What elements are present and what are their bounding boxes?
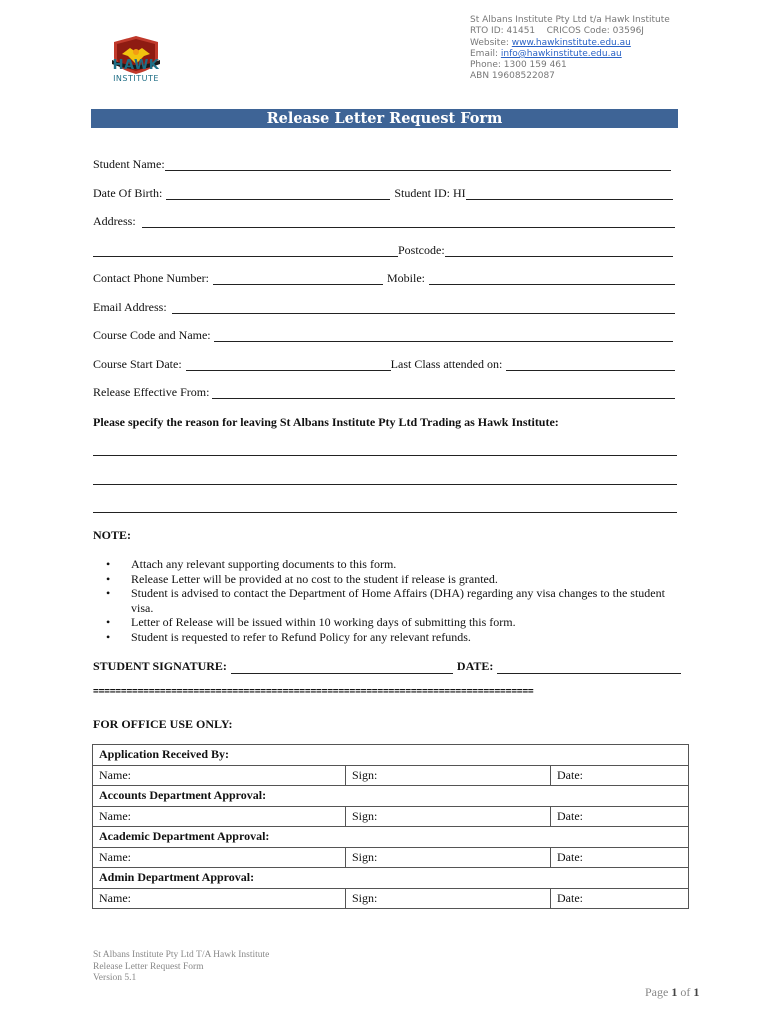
sign-cell[interactable]: Sign: [346, 765, 551, 786]
reason-question: Please specify the reason for leaving St Albans Institute Pty Ltd Trading as Hawk Institute: [93, 415, 559, 429]
signature-field[interactable] [231, 662, 453, 674]
course-label: Course Code and Name: [93, 328, 211, 342]
note-item: • Student is requested to refer to Refund Policy for any relevant refunds. [106, 630, 686, 645]
mobile-field[interactable] [429, 273, 675, 285]
office-table [92, 744, 689, 909]
release-from-label: Release Effective From: [93, 385, 210, 399]
note-item: • Attach any relevant supporting documents to this form. [106, 557, 686, 572]
footer-line: Version 5.1 [93, 973, 137, 983]
signature-row [93, 660, 681, 674]
footer-line: Release Letter Request Form [93, 961, 204, 972]
notes-list [106, 557, 686, 645]
name-cell[interactable]: Name: [93, 765, 346, 786]
rto-line [470, 26, 670, 37]
student-name-field[interactable] [165, 159, 671, 171]
date-cell[interactable]: Date: [551, 806, 689, 827]
signature-label: STUDENT SIGNATURE: [93, 659, 227, 673]
student-name-label: Student Name: [93, 157, 165, 171]
note-item: • Letter of Release will be issued within 10 working days of submitting this form. [106, 615, 686, 630]
institute-info [470, 15, 670, 83]
email-link[interactable]: info@hawkinstitute.edu.au [500, 48, 622, 59]
note-item: • Student is advised to contact the Department of Home Affairs (DHA) regarding any visa changes to the student visa. [106, 586, 686, 615]
office-use-title: FOR OFFICE USE ONLY: [93, 717, 233, 731]
website-label: Website: [470, 37, 509, 48]
email-line [470, 49, 670, 60]
dob-label: Date Of Birth: [93, 186, 163, 200]
sign-cell[interactable]: Sign: [346, 888, 551, 909]
date-cell[interactable]: Date: [551, 847, 689, 868]
postcode-label: Postcode: [398, 243, 445, 257]
page-of: of [680, 985, 691, 999]
email-address-label: Email Address: [93, 300, 167, 314]
course-row [93, 328, 673, 342]
logo-subtitle: INSTITUTE [113, 74, 159, 83]
abn-line: ABN 19608522087 [470, 71, 555, 82]
course-field[interactable] [214, 330, 673, 342]
date-field[interactable] [497, 662, 681, 674]
student-id-field[interactable] [466, 188, 673, 200]
address-label: Address: [93, 214, 136, 228]
dates-row [93, 357, 675, 371]
sign-cell[interactable]: Sign: [346, 806, 551, 827]
phone-line: Phone: 1300 159 461 [470, 60, 567, 71]
website-line [470, 38, 670, 49]
logo-wordmark: HAWK [112, 58, 160, 73]
mobile-label: Mobile: [386, 271, 425, 285]
address-field[interactable] [142, 216, 675, 228]
postcode-field[interactable] [445, 245, 673, 257]
dob-field[interactable] [166, 188, 390, 200]
page-number [645, 985, 699, 1000]
last-class-label: Last Class attended on: [390, 357, 503, 371]
sign-cell[interactable]: Sign: [346, 847, 551, 868]
website-link[interactable]: www.hawkinstitute.edu.au [511, 37, 631, 48]
student-name-row [93, 157, 671, 171]
phone-row [93, 271, 675, 285]
note-item: • Release Letter will be provided at no cost to the student if release is granted. [106, 572, 686, 587]
date-cell[interactable]: Date: [551, 765, 689, 786]
footer-text [93, 950, 269, 985]
section-heading: Academic Department Approval: [93, 827, 689, 848]
contact-phone-label: Contact Phone Number: [93, 271, 209, 285]
reason-line-1[interactable] [93, 455, 677, 456]
address-line2-field[interactable] [93, 245, 398, 257]
address-row [93, 214, 675, 228]
section-heading: Application Received By: [93, 745, 689, 766]
start-date-label: Course Start Date: [93, 357, 182, 371]
page-prefix: Page [645, 985, 669, 999]
date-label: DATE: [456, 659, 494, 673]
start-date-field[interactable] [186, 359, 391, 371]
release-from-field[interactable] [212, 387, 675, 399]
student-id-label: Student ID: HI [394, 186, 466, 200]
postcode-row [93, 243, 673, 257]
email-label: Email: [470, 48, 499, 59]
name-cell[interactable]: Name: [93, 847, 346, 868]
release-row [93, 385, 675, 399]
reason-line-3[interactable] [93, 512, 677, 513]
email-address-field[interactable] [172, 302, 675, 314]
note-title: NOTE: [93, 528, 132, 542]
last-class-field[interactable] [506, 359, 675, 371]
contact-phone-field[interactable] [213, 273, 383, 285]
name-cell[interactable]: Name: [93, 806, 346, 827]
section-heading: Admin Department Approval: [93, 868, 689, 889]
page-total: 1 [693, 985, 700, 999]
form-title: Release Letter Request Form [91, 109, 678, 128]
name-cell[interactable]: Name: [93, 888, 346, 909]
institute-line: St Albans Institute Pty Ltd t/a Hawk Institute [470, 15, 670, 25]
email-row [93, 300, 675, 314]
rto-id: RTO ID: 41451 [470, 26, 536, 37]
reason-line-2[interactable] [93, 484, 677, 485]
section-heading: Accounts Department Approval: [93, 786, 689, 807]
divider-line: =============================================================================== [93, 686, 534, 697]
cricos-code: CRICOS Code: 03596J [546, 26, 644, 37]
page-current: 1 [671, 985, 678, 999]
footer-line: St Albans Institute Pty Ltd T/A Hawk Institute [93, 950, 270, 960]
date-cell[interactable]: Date: [551, 888, 689, 909]
dob-row [93, 186, 673, 200]
